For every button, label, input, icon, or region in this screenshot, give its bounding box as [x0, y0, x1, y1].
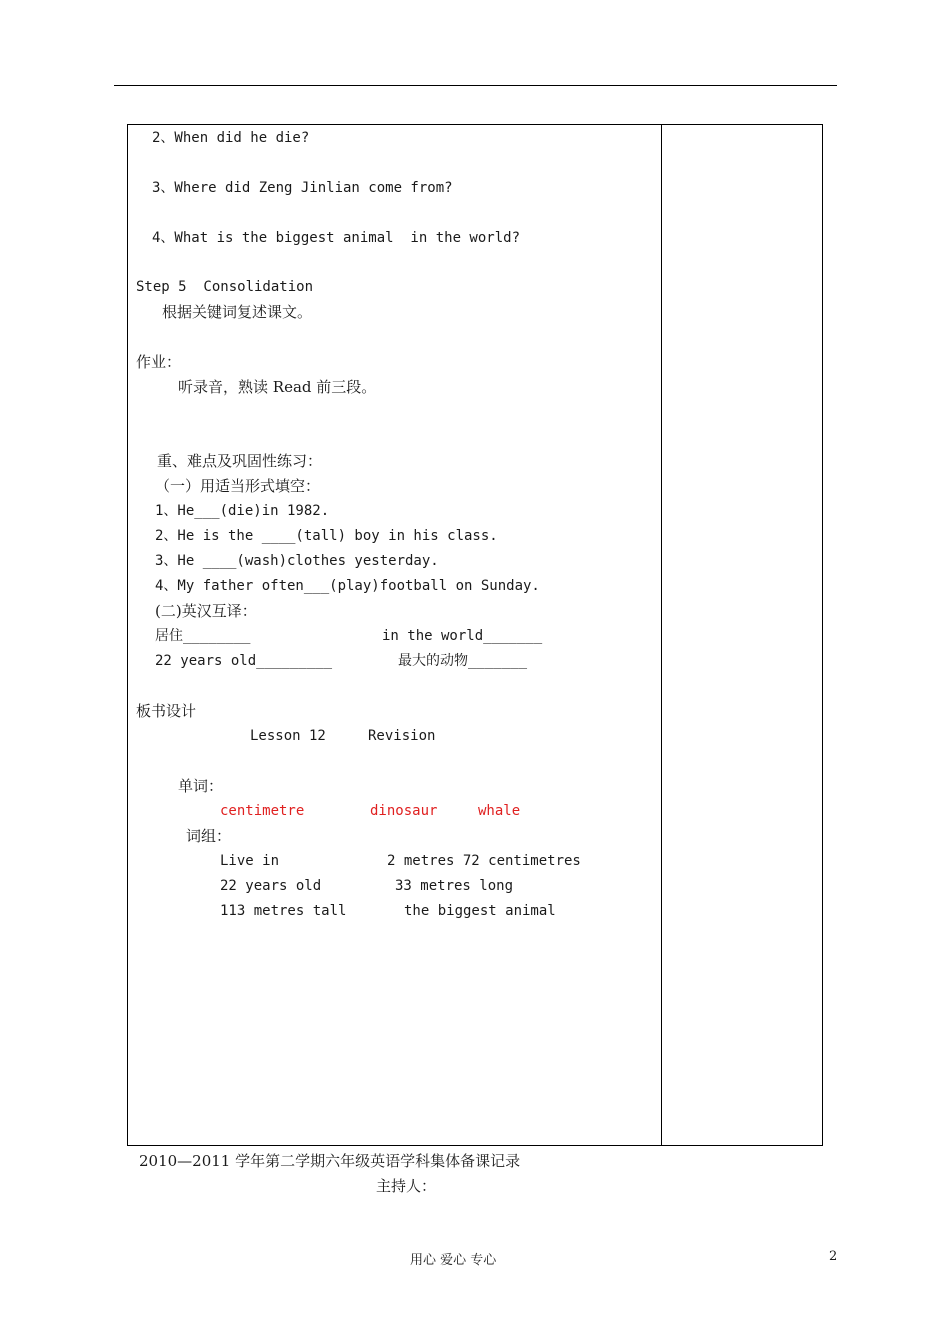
homework-label: 作业： — [136, 353, 182, 371]
practice-item-1: 1、He___(die)in 1982. — [155, 503, 330, 519]
phrase-left-3: 113 metres tall — [220, 903, 347, 919]
translate-right-1: in the world_______ — [382, 628, 543, 644]
board-lesson: Lesson 12 Revision — [250, 728, 436, 744]
board-title: 板书设计 — [136, 702, 197, 720]
question-3: 3、Where did Zeng Jinlian come from? — [152, 180, 453, 196]
step5-text: 根据关键词复述课文。 — [162, 303, 313, 321]
page-number: 2 — [829, 1249, 838, 1264]
footer-motto: 用心 爱心 专心 — [410, 1253, 497, 1268]
table-column-divider — [661, 124, 662, 1146]
translate-left-2: 22 years old_________ — [155, 653, 333, 669]
phrases-label: 词组： — [186, 827, 232, 845]
step5-title: Step 5 Consolidation — [136, 279, 314, 295]
record-title: 2010—2011 学年第二学期六年级英语学科集体备课记录 — [139, 1152, 521, 1170]
question-4: 4、What is the biggest animal in the world? — [152, 230, 521, 246]
practice-part2: (二)英汉互译： — [155, 602, 257, 620]
practice-item-2: 2、He is the ____(tall) boy in his class. — [155, 528, 498, 544]
word-whale: whale — [478, 803, 521, 819]
word-centimetre: centimetre — [220, 803, 305, 819]
host-label: 主持人： — [376, 1177, 437, 1195]
practice-title: 重、难点及巩固性练习： — [157, 452, 323, 470]
translate-right-2: 最大的动物_______ — [398, 653, 528, 669]
header-rule — [114, 85, 837, 86]
translate-left-1: 居住________ — [155, 628, 251, 644]
practice-item-4: 4、My father often___(play)football on Sunday. — [155, 578, 540, 594]
phrase-right-3: the biggest animal — [404, 903, 556, 919]
word-dinosaur: dinosaur — [370, 803, 438, 819]
words-label: 单词： — [178, 777, 224, 795]
practice-part1: （一）用适当形式填空： — [155, 477, 321, 495]
phrase-right-2: 33 metres long — [395, 878, 514, 894]
homework-text: 听录音，熟读 Read 前三段。 — [178, 378, 377, 396]
practice-item-3: 3、He ____(wash)clothes yesterday. — [155, 553, 439, 569]
phrase-left-2: 22 years old — [220, 878, 322, 894]
question-2: 2、When did he die? — [152, 130, 310, 146]
phrase-right-1: 2 metres 72 centimetres — [387, 853, 581, 869]
phrase-left-1: Live in — [220, 853, 280, 869]
